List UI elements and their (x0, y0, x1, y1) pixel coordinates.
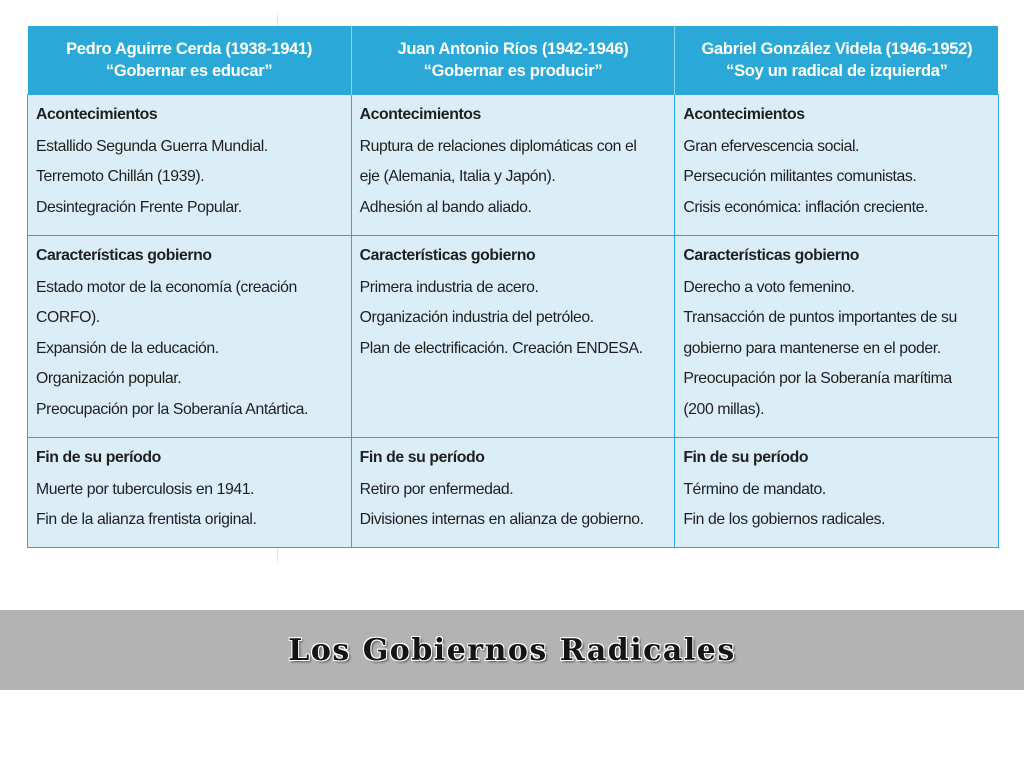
cell-line: Preocupación por la Soberanía Antártica. (36, 400, 309, 418)
features-cell (351, 235, 675, 437)
governments-table (27, 26, 999, 548)
cell-line: Expansión de la educación. (36, 339, 219, 357)
cell-heading: Acontecimientos (683, 105, 805, 123)
cell-heading: Acontecimientos (359, 105, 481, 123)
president-name: Juan Antonio Ríos (1942-1946) (397, 39, 629, 58)
cell-line: Gran efervescencia social. (683, 137, 860, 155)
end-of-term-row (28, 437, 999, 547)
cell-line: Estallido Segunda Guerra Mundial. (36, 137, 268, 155)
header-row (28, 26, 999, 94)
features-cell (28, 235, 352, 437)
events-cell (675, 94, 999, 235)
president-motto: “Gobernar es educar” (105, 61, 273, 80)
cell-line: Término de mandato. (683, 480, 826, 498)
end-of-term-cell (675, 437, 999, 547)
president-motto: “Gobernar es producir” (423, 61, 603, 80)
cell-heading: Características gobierno (359, 246, 536, 264)
cell-line: Plan de electrificación. Creación ENDESA. (359, 339, 643, 357)
cell-line: Organización popular. (36, 370, 182, 387)
header-gonzalez-videla (675, 26, 999, 94)
cell-heading: Características gobierno (683, 246, 859, 264)
president-name: Pedro Aguirre Cerda (1938-1941) (66, 39, 313, 58)
cell-heading: Fin de su período (36, 448, 161, 466)
cell-line: Divisiones internas en alianza de gobierno. (359, 511, 644, 528)
president-name: Gabriel González Videla (1946-1952) (701, 39, 973, 58)
header-rios (351, 26, 675, 94)
governments-table-container (27, 26, 998, 548)
cell-line: Terremoto Chillán (1939). (36, 168, 205, 185)
cell-heading: Fin de su período (359, 448, 485, 466)
cell-line: Primera industria de acero. (359, 278, 539, 296)
cell-heading: Acontecimientos (36, 105, 158, 123)
slide-title: Los Gobiernos Radicales (288, 632, 736, 668)
cell-line: Adhesión al bando aliado. (359, 198, 532, 216)
end-of-term-cell (351, 437, 675, 547)
events-cell (351, 94, 675, 235)
cell-line: Fin de la alianza frentista original. (36, 511, 257, 528)
cell-line: Transacción de puntos importantes de su (683, 309, 957, 326)
cell-line: Ruptura de relaciones diplomáticas con el (359, 137, 637, 155)
events-row (28, 94, 999, 235)
cell-line: Organización industria del petróleo. (359, 309, 594, 326)
cell-heading: Características gobierno (36, 246, 212, 264)
cell-line: Muerte por tuberculosis en 1941. (36, 480, 255, 498)
features-cell (675, 235, 999, 437)
cell-line: Retiro por enfermedad. (359, 480, 514, 498)
cell-line: Estado motor de la economía (creación CORFO). (36, 278, 297, 326)
cell-line: Preocupación por la Soberanía marítima (683, 370, 952, 387)
cell-heading: Fin de su período (683, 448, 809, 466)
cell-line: Persecución militantes comunistas. (683, 168, 917, 185)
cell-line: Desintegración Frente Popular. (36, 198, 242, 216)
features-row (28, 235, 999, 437)
cell-line: Crisis económica: inflación creciente. (683, 198, 928, 216)
cell-line: Fin de los gobiernos radicales. (683, 511, 886, 528)
events-cell (28, 94, 352, 235)
header-aguirre-cerda (28, 26, 352, 94)
cell-line: Derecho a voto femenino. (683, 278, 855, 296)
cell-line: gobierno para mantenerse en el poder. (683, 339, 941, 357)
cell-line: (200 millas). (683, 400, 765, 418)
end-of-term-cell (28, 437, 352, 547)
slide-title-band (0, 610, 1024, 690)
president-motto: “Soy un radical de izquierda” (726, 61, 948, 80)
cell-line: eje (Alemania, Italia y Japón). (359, 168, 556, 185)
